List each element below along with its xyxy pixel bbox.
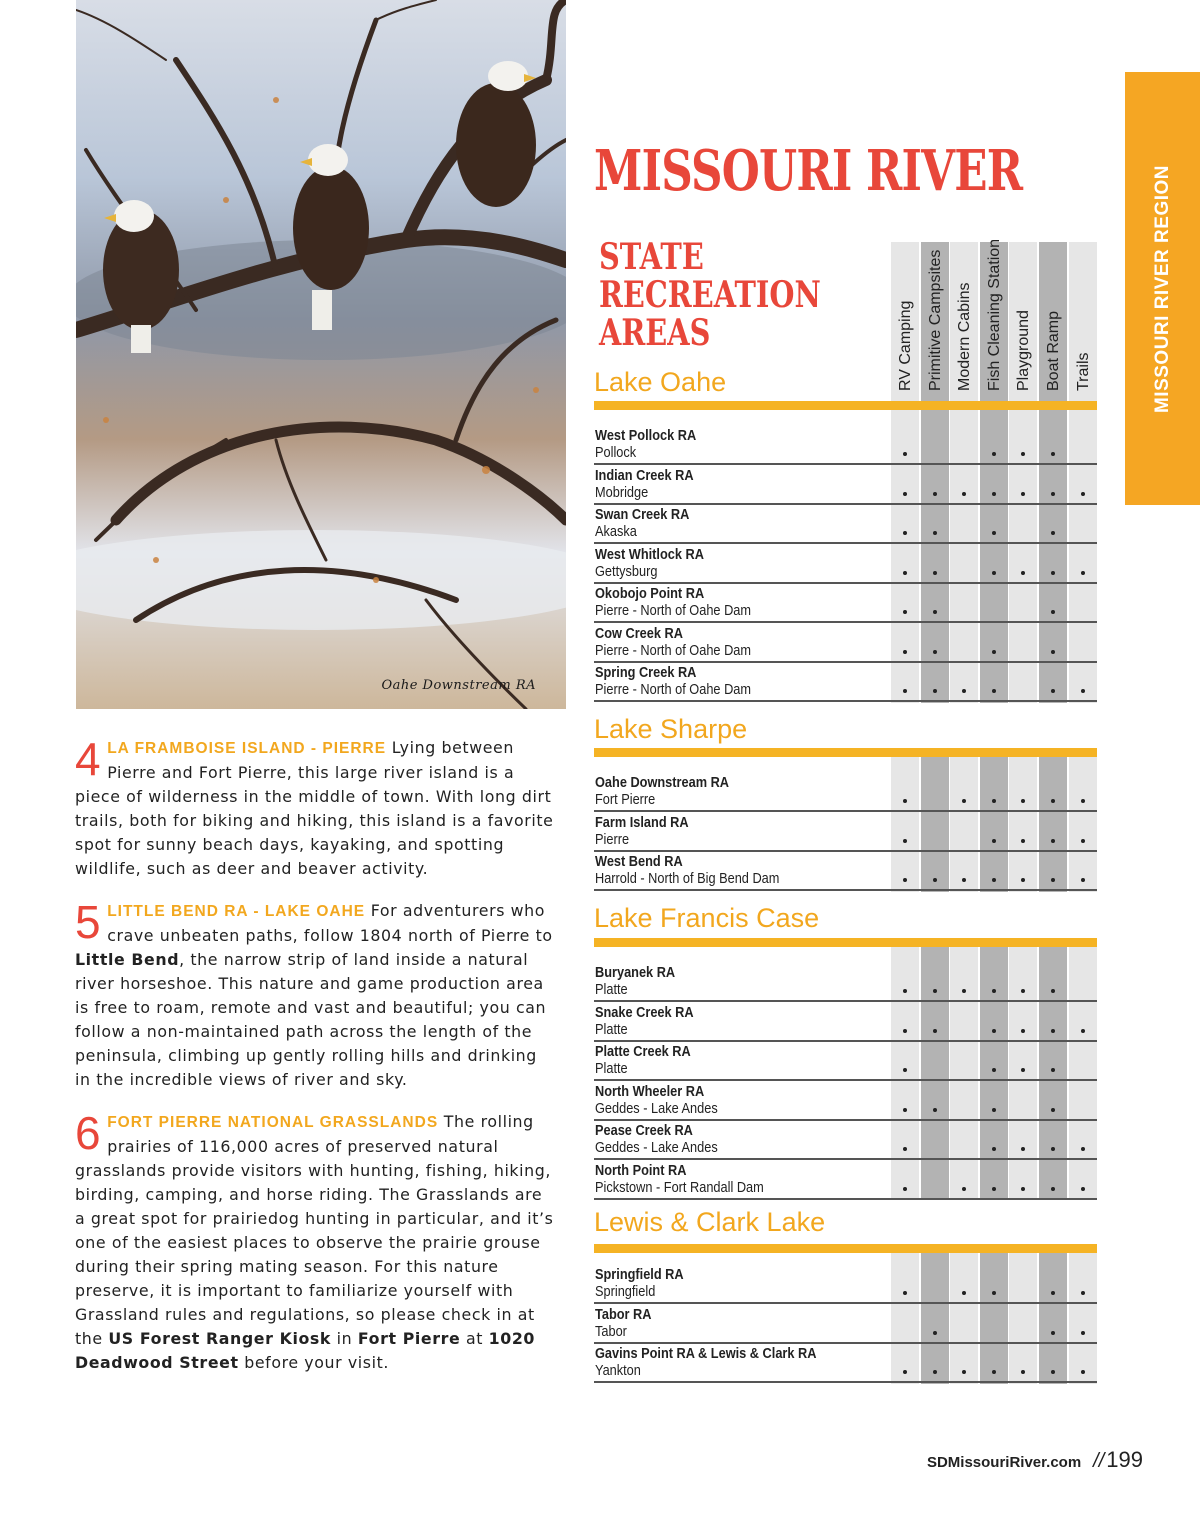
- area-location: Platte: [595, 1021, 628, 1038]
- column-header: [950, 246, 978, 391]
- amenity-dot: [962, 878, 966, 882]
- area-location: Pierre - North of Oahe Dam: [595, 603, 752, 619]
- amenity-dot: [1051, 452, 1055, 456]
- amenity-dot: [1051, 878, 1055, 882]
- entry-heading: LA FRAMBOISE ISLAND - PIERRE: [107, 740, 387, 757]
- amenity-dot: [1021, 571, 1025, 575]
- amenity-dot: [1051, 571, 1055, 575]
- amenity-dot: [903, 839, 907, 843]
- entry-heading: LITTLE BEND RA - LAKE OAHE: [107, 903, 366, 920]
- table-row: [594, 466, 1097, 505]
- amenity-dot: [1021, 1370, 1025, 1374]
- column-header-label: Modern Cabins: [956, 282, 974, 391]
- area-name: Springfield RA: [595, 1267, 684, 1283]
- amenity-dot: [933, 689, 937, 693]
- table-row: [594, 1082, 1097, 1121]
- amenity-dot: [962, 1187, 966, 1191]
- amenity-dot: [1021, 452, 1025, 456]
- area-name: Snake Creek RA: [595, 1004, 694, 1021]
- amenity-dot: [962, 1291, 966, 1295]
- region-side-tab-label: MISSOURI RIVER REGION: [1151, 164, 1173, 413]
- amenity-dot: [1021, 989, 1025, 993]
- amenity-dot: [992, 1291, 996, 1295]
- amenity-dot: [992, 1108, 996, 1112]
- area-name: Cow Creek RA: [595, 625, 683, 642]
- amenity-dot: [903, 650, 907, 654]
- area-name: Okobojo Point RA: [595, 586, 705, 602]
- amenity-dot: [1051, 610, 1055, 614]
- area-location: Gettysburg: [595, 563, 658, 580]
- amenity-dot: [992, 839, 996, 843]
- amenity-dot: [1081, 1029, 1085, 1033]
- table-row: [594, 1161, 1097, 1200]
- section-title: Lake Francis Case: [594, 903, 820, 933]
- amenity-dot: [903, 452, 907, 456]
- section-title: Lake Sharpe: [594, 714, 748, 744]
- amenity-dot: [903, 689, 907, 693]
- entry-text: Lying between Pierre and Fort Pierre, this large river island is a piece of wilderness in the middle of town. With long dirt trails, both for biking and hiking, this island is a favorite spot for sunny beach days, kayaking, and spotting wildlife, such as deer and beaver activity.: [75, 738, 554, 878]
- area-location: Tabor: [595, 1323, 627, 1340]
- table-row: [594, 1121, 1097, 1160]
- column-header-label: Boat Ramp: [1045, 310, 1062, 391]
- amenity-dot: [1051, 1029, 1055, 1033]
- area-name: Gavins Point RA & Lewis & Clark RA: [595, 1346, 817, 1362]
- amenity-dot: [1081, 1370, 1085, 1374]
- amenity-dot: [933, 571, 937, 575]
- amenity-dot: [933, 1331, 937, 1335]
- area-location: Mobridge: [595, 484, 649, 501]
- amenity-dot: [1051, 650, 1055, 654]
- amenity-dot: [962, 492, 966, 496]
- amenity-dot: [1081, 878, 1085, 882]
- area-location: Pierre - North of Oahe Dam: [595, 642, 752, 659]
- amenity-dot: [1081, 839, 1085, 843]
- area-name: Tabor RA: [595, 1306, 652, 1323]
- entry-bold: US Forest Ranger Kiosk: [108, 1329, 332, 1348]
- amenity-dot: [992, 1068, 996, 1072]
- area-location: Harrold - North of Big Bend Dam: [595, 871, 780, 887]
- area-location: Pierre - North of Oahe Dam: [595, 682, 752, 698]
- section-divider: [594, 748, 1097, 757]
- amenity-dot: [992, 689, 996, 693]
- footer-separator: //: [1093, 1450, 1105, 1472]
- eagle-photo-image: [76, 0, 566, 709]
- area-location: Fort Pierre: [595, 792, 656, 808]
- photo-caption: Oahe Downstream RA: [381, 678, 536, 693]
- amenity-dot: [1051, 531, 1055, 535]
- entry-bold: Little Bend: [75, 950, 180, 969]
- amenity-dot: [903, 610, 907, 614]
- amenity-dot: [1051, 989, 1055, 993]
- amenity-dot: [1051, 1291, 1055, 1295]
- amenity-dot: [962, 689, 966, 693]
- amenity-dot: [962, 989, 966, 993]
- area-name: Pease Creek RA: [595, 1123, 693, 1139]
- amenity-dot: [1021, 1029, 1025, 1033]
- amenity-dot: [992, 492, 996, 496]
- amenity-dot: [903, 989, 907, 993]
- amenity-dot: [1021, 1147, 1025, 1151]
- amenity-dot: [1081, 492, 1085, 496]
- entry-text: The rolling prairies of 116,000 acres of preserved natural grasslands provide visitors with hunting, fishing, hiking, birding, camping, and horse riding. The Grasslands are a great spot for prairiedog hunting in particular, and it’s one of the easiest places to observe the prairie grouse during their spring mating season. For this nature preserve, it is important to familiarize yourself with Grassland rules and regulations, so please check in at the: [75, 1112, 554, 1348]
- amenity-dot: [1051, 1147, 1055, 1151]
- footer-url[interactable]: SDMissouriRiver.com: [926, 1454, 1082, 1471]
- area-name: North Wheeler RA: [595, 1083, 705, 1100]
- entry-text: before your visit.: [238, 1353, 390, 1372]
- column-header-label: Trails: [1074, 352, 1092, 391]
- amenity-dot: [933, 650, 937, 654]
- amenity-dot: [1081, 1331, 1085, 1335]
- table-row: [594, 1265, 1097, 1304]
- amenity-dot: [933, 1029, 937, 1033]
- amenity-dot: [992, 452, 996, 456]
- amenity-dot: [992, 1147, 996, 1151]
- amenity-dot: [962, 1370, 966, 1374]
- table-row: [594, 584, 1097, 623]
- entry-4: [75, 733, 555, 881]
- column-header: [921, 246, 949, 391]
- area-name: West Whitlock RA: [595, 546, 704, 563]
- table-row: [594, 852, 1097, 891]
- entry-text: , the narrow strip of land inside a natural river horseshoe. This nature and game production area is free to roam, remote and vast and beautiful; you can follow a non-maintained path across the length of the peninsula, climbing up gently rolling hills and drinking in the incredible views of river and sky.: [75, 950, 547, 1089]
- area-name: North Point RA: [595, 1162, 687, 1179]
- amenity-dot: [992, 1187, 996, 1191]
- amenity-dot: [1051, 1331, 1055, 1335]
- area-location: Geddes - Lake Andes: [595, 1100, 718, 1117]
- amenity-dot: [992, 1370, 996, 1374]
- area-name: Indian Creek RA: [595, 467, 694, 484]
- subtitle-line: AREAS: [599, 312, 711, 354]
- table-row: [594, 813, 1097, 852]
- area-name: Swan Creek RA: [595, 507, 690, 523]
- table-row: [594, 1003, 1097, 1042]
- entry-6: [75, 1107, 555, 1375]
- area-name: Platte Creek RA: [595, 1044, 691, 1060]
- area-location: Yankton: [595, 1363, 641, 1379]
- amenity-dot: [1021, 1068, 1025, 1072]
- column-header: [980, 238, 1008, 391]
- area-name: Buryanek RA: [595, 965, 676, 981]
- area-name: West Pollock RA: [595, 428, 697, 444]
- amenity-dot: [933, 492, 937, 496]
- amenity-dot: [903, 571, 907, 575]
- amenity-dot: [903, 1147, 907, 1151]
- column-header-label: RV Camping: [897, 300, 914, 391]
- amenity-dot: [992, 1029, 996, 1033]
- amenity-dot: [992, 989, 996, 993]
- amenity-dot: [1051, 1068, 1055, 1072]
- page-title: MISSOURI RIVER: [594, 138, 1023, 204]
- amenity-dot: [933, 610, 937, 614]
- area-location: Pickstown - Fort Randall Dam: [595, 1179, 764, 1196]
- amenity-dot: [1051, 492, 1055, 496]
- section-divider: [594, 938, 1097, 947]
- section-divider: [594, 1244, 1097, 1253]
- amenity-dot: [1021, 799, 1025, 803]
- subtitle-line: RECREATION: [599, 274, 821, 316]
- area-location: Pollock: [595, 445, 637, 461]
- eagle-photo: [76, 0, 566, 709]
- table-row: [594, 1042, 1097, 1081]
- column-header-label: Playground: [1015, 310, 1033, 391]
- table-row: [594, 1305, 1097, 1344]
- area-location: Platte: [595, 982, 628, 998]
- region-side-tab: [1125, 72, 1200, 505]
- page-footer: [927, 1447, 1143, 1473]
- area-location: Platte: [595, 1061, 628, 1077]
- section-divider: [594, 401, 1097, 410]
- entry-5: [75, 896, 555, 1092]
- amenity-dot: [1081, 1147, 1085, 1151]
- amenity-dot: [962, 799, 966, 803]
- amenity-dot: [1081, 571, 1085, 575]
- entry-bold: Fort Pierre: [357, 1329, 461, 1348]
- amenity-dot: [1081, 799, 1085, 803]
- area-location: Geddes - Lake Andes: [595, 1140, 718, 1156]
- amenity-dot: [1021, 492, 1025, 496]
- amenity-dot: [1051, 1187, 1055, 1191]
- amenity-dot: [903, 1029, 907, 1033]
- amenity-dot: [903, 492, 907, 496]
- amenity-dot: [992, 878, 996, 882]
- area-location: Akaska: [595, 524, 637, 540]
- area-location: Springfield: [595, 1284, 656, 1300]
- column-header-label: Primitive Campsites: [926, 249, 944, 391]
- column-header: [891, 246, 919, 391]
- amenity-dot: [933, 1108, 937, 1112]
- table-row: [594, 663, 1097, 702]
- amenity-dot: [903, 1291, 907, 1295]
- amenity-dot: [1021, 878, 1025, 882]
- amenity-dot: [933, 989, 937, 993]
- amenity-dot: [933, 878, 937, 882]
- amenity-dot: [992, 799, 996, 803]
- amenity-dot: [933, 1370, 937, 1374]
- area-name: Spring Creek RA: [595, 665, 697, 681]
- amenity-dot: [1081, 1291, 1085, 1295]
- amenity-dot: [992, 571, 996, 575]
- entry-number: 4: [75, 733, 102, 785]
- section-title: Lake Oahe: [594, 367, 727, 397]
- subtitle-line: STATE: [599, 236, 704, 278]
- amenity-dot: [933, 531, 937, 535]
- entry-heading: FORT PIERRE NATIONAL GRASSLANDS: [107, 1114, 439, 1131]
- amenity-dot: [903, 1108, 907, 1112]
- amenity-dot: [1051, 1370, 1055, 1374]
- amenity-dot: [903, 1187, 907, 1191]
- amenity-dot: [903, 531, 907, 535]
- section-title: Lewis & Clark Lake: [594, 1207, 826, 1237]
- amenity-dot: [992, 531, 996, 535]
- column-header-label: Fish Cleaning Station: [985, 238, 1003, 391]
- amenity-dot: [992, 650, 996, 654]
- amenity-dot: [903, 1068, 907, 1072]
- area-name: West Bend RA: [595, 854, 683, 870]
- recreation-areas-table: [594, 0, 1097, 1400]
- table-row: [594, 773, 1097, 812]
- table-row: [594, 1344, 1097, 1383]
- entry-number: 6: [75, 1107, 102, 1159]
- area-location: Pierre: [595, 831, 630, 848]
- amenity-dot: [903, 878, 907, 882]
- amenity-dot: [1051, 839, 1055, 843]
- amenity-dot: [1021, 1187, 1025, 1191]
- column-header: [1069, 246, 1097, 391]
- entry-bold: 1020 Deadwood Street: [75, 1329, 536, 1372]
- table-row: [594, 624, 1097, 663]
- amenity-dot: [1051, 799, 1055, 803]
- amenity-dot: [1081, 689, 1085, 693]
- amenity-dot: [1081, 1187, 1085, 1191]
- table-row: [594, 505, 1097, 544]
- area-name: Oahe Downstream RA: [595, 775, 730, 791]
- entry-number: 5: [75, 896, 102, 948]
- table-row: [594, 963, 1097, 1002]
- entry-text: at: [460, 1329, 489, 1348]
- column-header: [1009, 246, 1037, 391]
- amenity-dot: [1021, 839, 1025, 843]
- amenity-dot: [903, 799, 907, 803]
- entry-text: For adventurers who crave unbeaten paths, follow 1804 north of Pierre to: [107, 901, 553, 945]
- table-row: [594, 545, 1097, 584]
- amenity-dot: [1051, 1108, 1055, 1112]
- amenity-dot: [903, 1370, 907, 1374]
- entry-text: in: [331, 1329, 358, 1348]
- amenity-dot: [1051, 689, 1055, 693]
- page-number: 199: [1106, 1447, 1143, 1472]
- table-row: [594, 426, 1097, 465]
- column-header: [1039, 246, 1067, 391]
- area-name: Farm Island RA: [595, 814, 689, 831]
